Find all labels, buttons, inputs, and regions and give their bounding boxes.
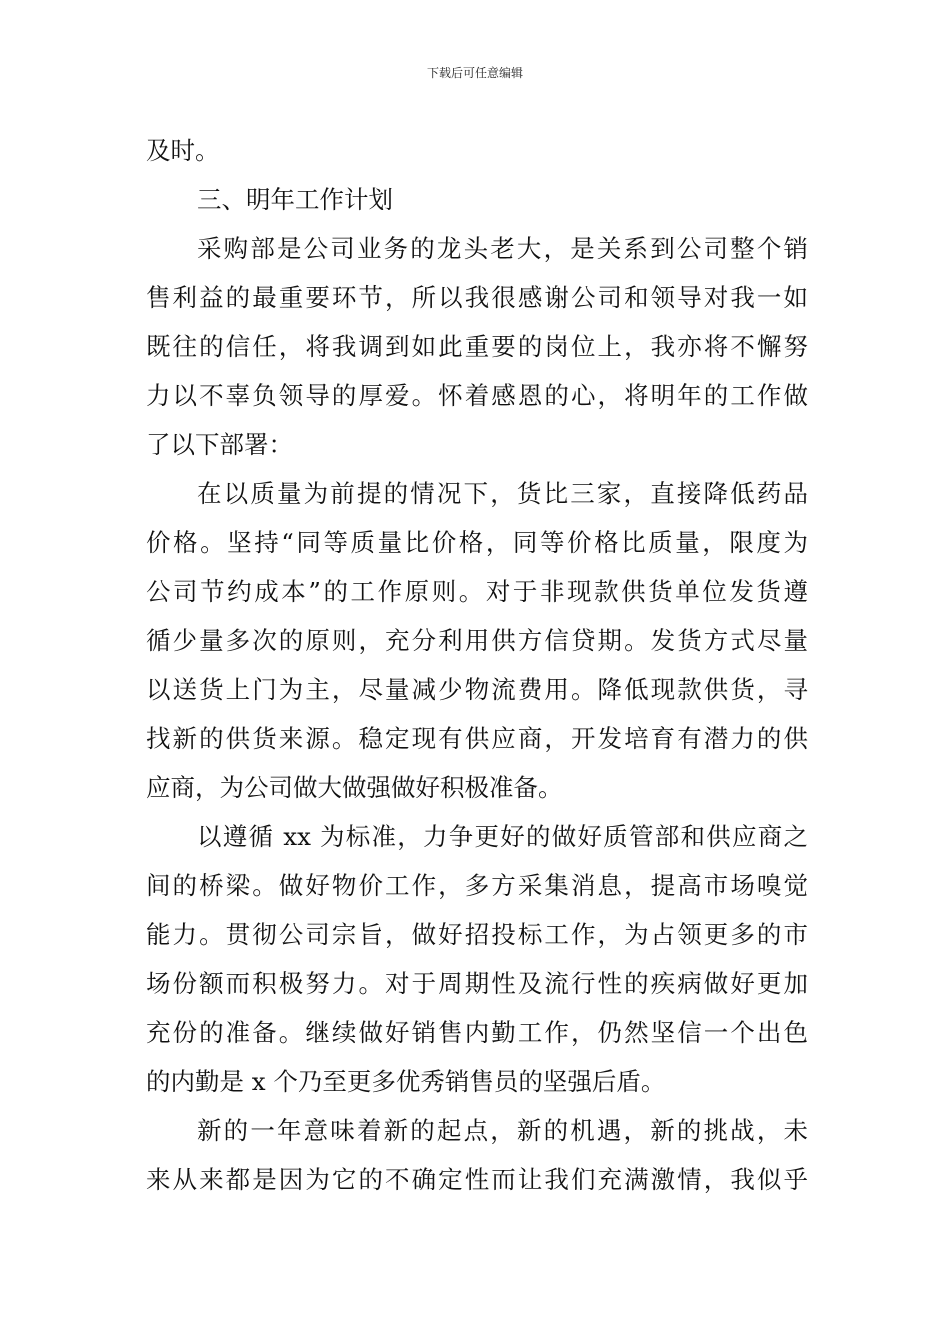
text-line: 在以质量为前提的情况下，货比三家，直接降低药品	[197, 479, 808, 508]
text-line: 来从来都是因为它的不确定性而让我们充满激情，我似乎	[146, 1165, 808, 1194]
text-line: 以遵循 xx 为标准，力争更好的做好质管部和供应商之	[197, 822, 808, 851]
text-line: 的内勤是 x 个乃至更多优秀销售员的坚强后盾。	[146, 1067, 666, 1096]
text-line: 间的桥梁。做好物价工作，多方采集消息，提高市场嗅觉	[146, 871, 808, 900]
text-line: 循少量多次的原则，充分利用供方信贷期。发货方式尽量	[146, 626, 808, 655]
text-line: 应商，为公司做大做强做好积极准备。	[146, 773, 563, 802]
document-body	[146, 126, 808, 1204]
section-heading: 三、明年工作计划	[197, 185, 393, 214]
text-line: 及时。	[146, 136, 220, 165]
text-line: 公司节约成本”的工作原则。对于非现款供货单位发货遵	[146, 577, 808, 606]
text-line: 既往的信任，将我调到如此重要的岗位上，我亦将不懈努	[146, 332, 808, 361]
page-header: 下载后可任意编辑	[426, 66, 523, 80]
text-line: 能力。贯彻公司宗旨，做好招投标工作，为占领更多的市	[146, 920, 808, 949]
text-line: 力以不辜负领导的厚爱。怀着感恩的心，将明年的工作做	[146, 381, 808, 410]
text-line: 价格。坚持“同等质量比价格，同等价格比质量，限度为	[146, 528, 808, 557]
text-line: 找新的供货来源。稳定现有供应商，开发培育有潜力的供	[146, 724, 808, 753]
text-line: 售利益的最重要环节，所以我很感谢公司和领导对我一如	[146, 283, 808, 312]
text-line: 新的一年意味着新的起点，新的机遇，新的挑战，未	[197, 1116, 808, 1145]
text-line: 了以下部署：	[146, 430, 293, 459]
text-line: 以送货上门为主，尽量减少物流费用。降低现款供货，寻	[146, 675, 808, 704]
text-line: 场份额而积极努力。对于周期性及流行性的疾病做好更加	[146, 969, 808, 998]
text-line: 采购部是公司业务的龙头老大，是关系到公司整个销	[197, 234, 808, 263]
text-line: 充份的准备。继续做好销售内勤工作，仍然坚信一个出色	[146, 1018, 808, 1047]
